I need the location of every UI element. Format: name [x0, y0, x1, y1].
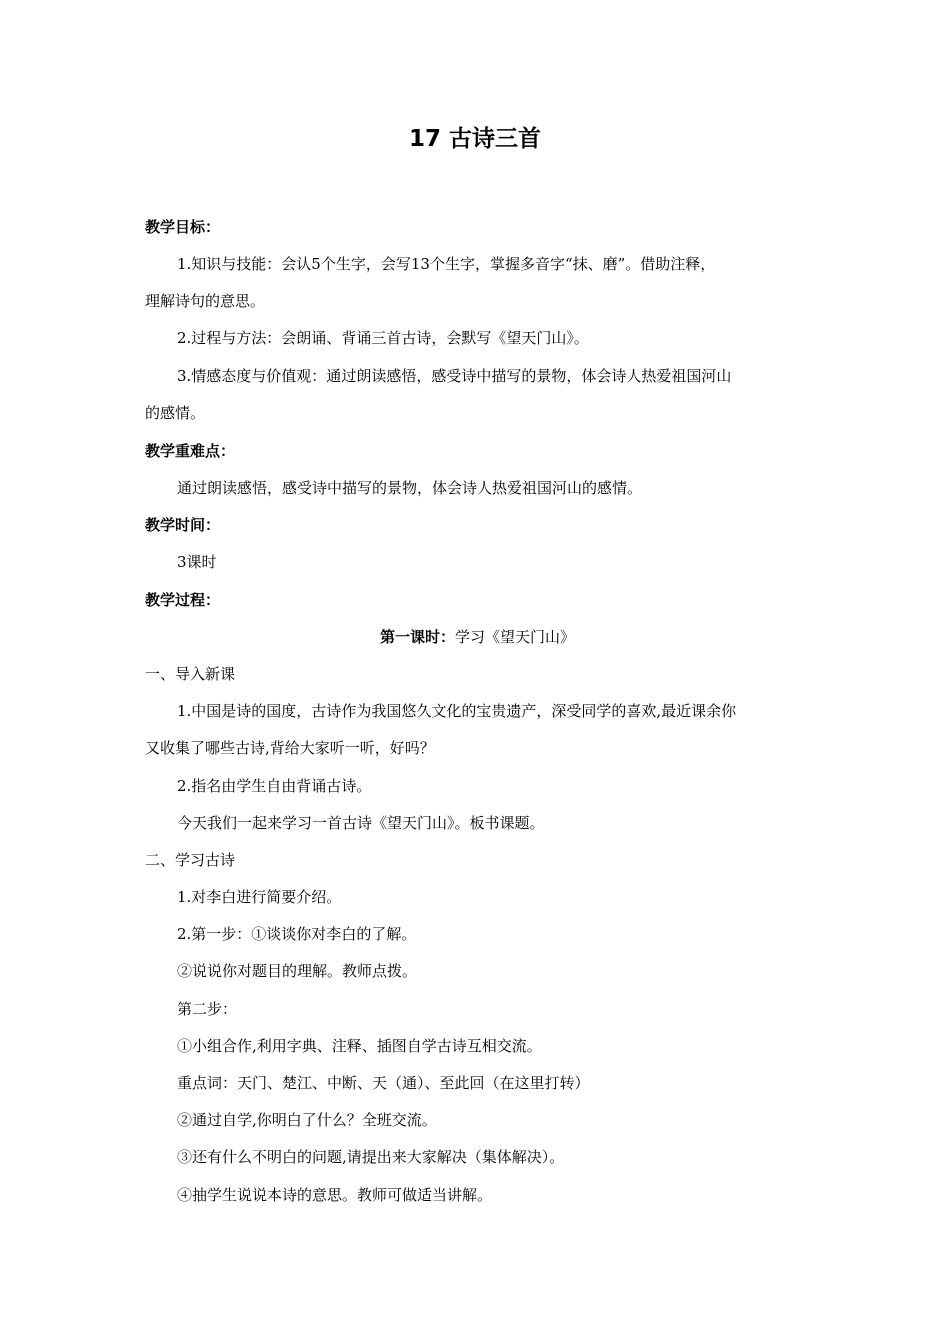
section-1-item-1-line-1: 1.中国是诗的国度，古诗作为我国悠久文化的宝贵遗产，深受同学的喜欢,最近课余你 [177, 702, 737, 720]
section-2-heading: 二、学习古诗 [145, 851, 236, 869]
page-title: 17 古诗三首 [408, 126, 541, 152]
objective-1-line-2: 理解诗句的意思。 [145, 292, 266, 310]
section-2-item-8: ③还有什么不明白的问题,请提出来大家解决（集体解决）。 [177, 1148, 565, 1166]
lesson-topic: 学习《望天门山》 [455, 628, 576, 646]
section-1-item-1-line-2: 又收集了哪些古诗,背给大家听一听，好吗？ [145, 739, 435, 757]
time-heading: 教学时间： [145, 516, 221, 534]
section-1-item-2: 2.指名由学生自由背诵古诗。 [177, 777, 372, 795]
objective-3-line-2: 的感情。 [145, 404, 206, 422]
lesson-label: 第一课时： [379, 628, 455, 646]
objective-2: 2.过程与方法：会朗诵、背诵三首古诗，会默写《望天门山》。 [177, 329, 589, 347]
section-2-item-4: 第二步： [177, 1000, 238, 1018]
objective-3-line-1: 3.情感态度与价值观：通过朗读感悟，感受诗中描写的景物，体会诗人热爱祖国河山 [177, 367, 732, 385]
key-points-heading: 教学重难点： [145, 442, 236, 460]
section-2-item-1: 1.对李白进行简要介绍。 [177, 888, 342, 906]
time-text: 3课时 [177, 553, 217, 571]
section-1-item-3: 今天我们一起来学习一首古诗《望天门山》。板书课题。 [177, 814, 545, 832]
section-2-item-6: 重点词：天门、楚江、中断、天（通）、至此回（在这里打转） [177, 1074, 590, 1092]
section-1-heading: 一、导入新课 [145, 665, 236, 683]
section-2-item-9: ④抽学生说说本诗的意思。教师可做适当讲解。 [177, 1186, 493, 1204]
section-2-item-7: ②通过自学,你明白了什么？全班交流。 [177, 1111, 437, 1129]
key-points-text: 通过朗读感悟，感受诗中描写的景物，体会诗人热爱祖国河山的感情。 [177, 479, 643, 497]
section-2-item-2: 2.第一步：①谈谈你对李白的了解。 [177, 925, 417, 943]
lesson-1-title [145, 626, 810, 648]
section-2-item-5: ①小组合作,利用字典、注释、插图自学古诗互相交流。 [177, 1037, 542, 1055]
section-2-item-3: ②说说你对题目的理解。教师点拨。 [177, 962, 418, 980]
process-heading: 教学过程： [145, 591, 221, 609]
objective-1-line-1: 1.知识与技能：会认5个生字，会写13个生字，掌握多音字“抹、磨”。借助注释， [177, 255, 716, 273]
objectives-heading: 教学目标： [145, 218, 221, 236]
